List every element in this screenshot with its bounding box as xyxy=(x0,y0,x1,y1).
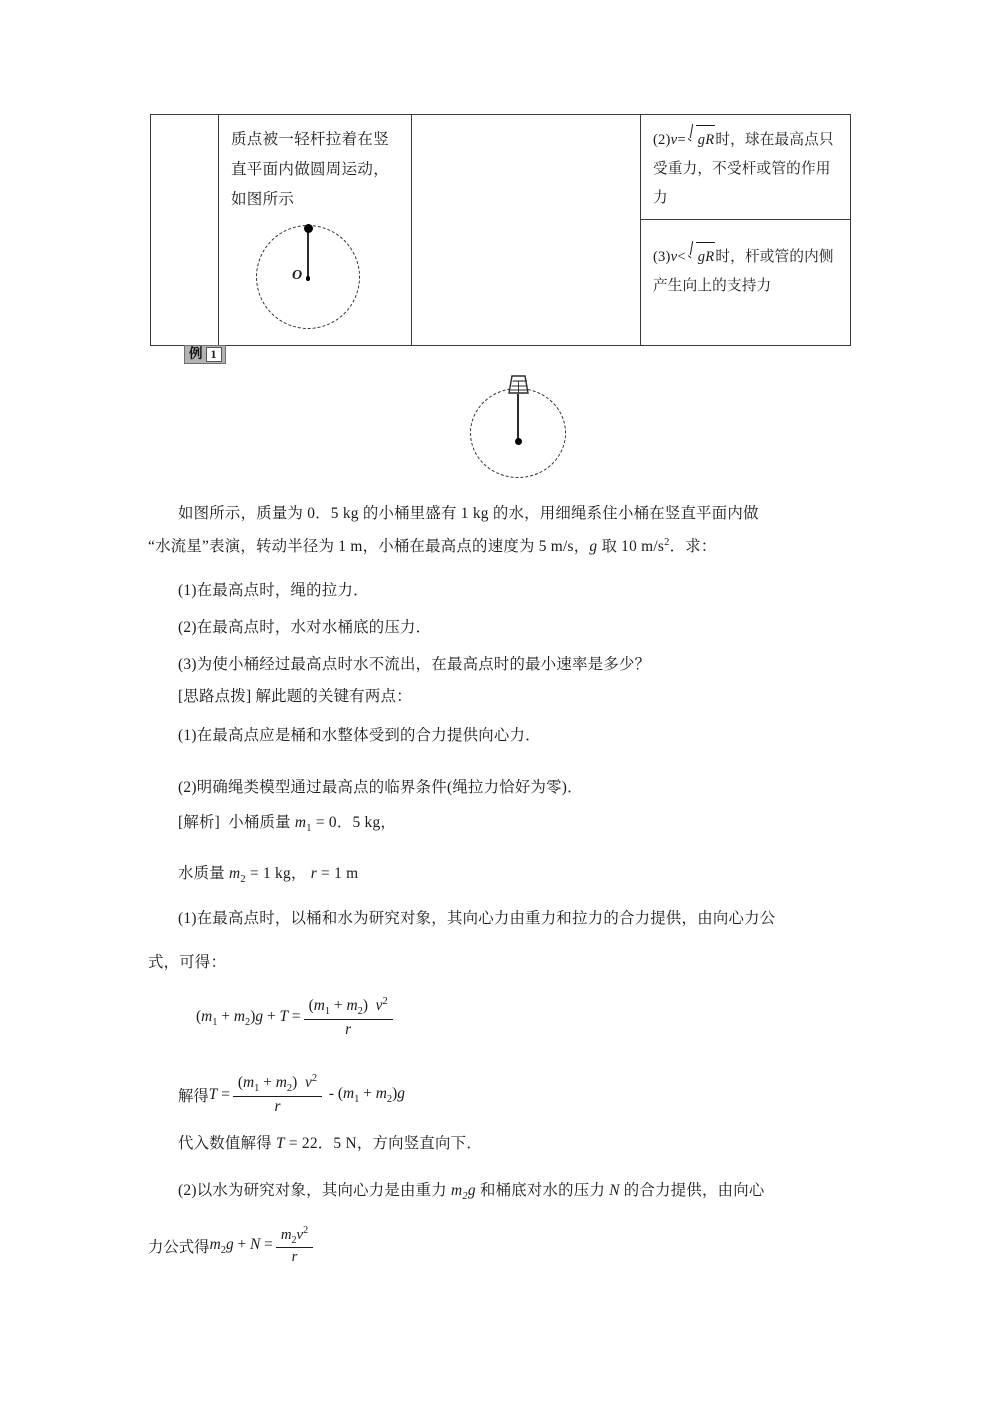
condition2-text: 时，球在最高点只受重力，不受杆或管的作用力 xyxy=(653,132,834,206)
solution-step2-line1 xyxy=(178,1180,765,1204)
condition3-prefix: (3) xyxy=(653,249,671,265)
step2-c: 的合力提供，由向心 xyxy=(619,1182,765,1199)
rod-model-description: 质点被一轻杆拉着在竖直平面内做圆周运动，如图所示 xyxy=(231,131,390,208)
table-cell-empty-middle xyxy=(412,115,641,346)
eq1-numerator: $(m_1 + m_2)$ $v^2$ xyxy=(308,996,388,1018)
hint-heading xyxy=(178,686,412,708)
rope-line xyxy=(517,394,519,442)
problem-line-1: 如图所示，质量为 0．5 kg 的小桶里盛有 1 kg 的水，用细绳系住小桶在竖直平面内做 xyxy=(178,505,759,522)
numeric-value: = 22．5 N，方向竖直向下． xyxy=(284,1135,482,1152)
gravity-symbol: g xyxy=(589,538,598,556)
table-cell-condition-3 xyxy=(641,220,851,346)
hint-item-2: (2)明确绳类模型通过最高点的临界条件(绳拉力恰好为零)． xyxy=(178,779,583,796)
solution-mass-water-line xyxy=(178,863,358,887)
condition3-variable: v xyxy=(670,249,678,265)
sqrt-icon xyxy=(687,125,716,155)
problem-item-3: (3)为使小桶经过最高点时水不流出，在最高点时的最小速率是多少？ xyxy=(178,656,651,673)
radius-value: = 1 m xyxy=(316,865,359,882)
eq1-fraction xyxy=(304,996,393,1040)
particle-dot xyxy=(304,224,313,233)
problem-line2-part-a: “水流星”表演，转动半径为 1 m，小桶在最高点的速度为 5 m/s， xyxy=(148,538,590,556)
problem-item-1: (1)在最高点时，绳的拉力． xyxy=(178,582,369,599)
eq1-denominator: r xyxy=(304,1019,393,1039)
solution-mass-water-pre: 水质量 xyxy=(178,865,230,882)
rod-line xyxy=(307,229,309,278)
step2-b: 和桶底对水的压力 xyxy=(475,1182,610,1199)
solution-step1-line2: 式，可得： xyxy=(148,954,227,971)
eq2-numerator: $(m_1 + m_2)$ $v^2$ xyxy=(237,1073,318,1095)
equation-1 xyxy=(196,996,396,1040)
example-badge xyxy=(184,345,226,364)
vertical-circle-rod-diagram xyxy=(231,221,403,339)
equation-3 xyxy=(148,1225,316,1267)
eq3-lhs: $m_2g + N$ = xyxy=(209,1236,273,1257)
eq1-lhs: $(m_1 + m_2)g + T$ = xyxy=(196,1007,301,1028)
eq2-fraction xyxy=(233,1073,322,1117)
step2-a: (2)以水为研究对象，其向心力是由重力 xyxy=(178,1182,452,1199)
table-cell-description xyxy=(219,115,412,346)
solution-heading xyxy=(178,812,396,836)
condition2-variable: v xyxy=(670,132,678,148)
sqrt-icon xyxy=(687,242,716,272)
condition3-relation: < xyxy=(677,249,686,265)
center-label-o: O xyxy=(292,268,303,283)
solution-label: [解析] xyxy=(178,814,221,831)
mass-symbol-m1: m xyxy=(294,814,307,831)
problem-line2-part-b: 取 10 m/s xyxy=(597,538,665,556)
mass-subscript-1: 1 xyxy=(306,823,312,835)
mass-symbol-m2: m xyxy=(229,865,241,882)
hint-label: [思路点拨] xyxy=(178,688,252,705)
solution-numeric-result xyxy=(178,1133,482,1155)
condition3-text: 时，杆或管的内侧产生向上的支持力 xyxy=(653,249,834,294)
eq2-prefix: 解得 xyxy=(178,1087,209,1105)
table-cell-condition-2 xyxy=(641,115,851,220)
numeric-prefix: 代入数值解得 xyxy=(178,1135,276,1152)
eq2-lhs: T xyxy=(208,1085,218,1103)
equation-2: 解得 T = $\frac{(m_1 + m_2) v^2}{r}$ - $(m_1 + m_2)g$ xyxy=(178,1073,405,1116)
eq2-denominator: r xyxy=(233,1096,322,1116)
eq3-fraction xyxy=(276,1225,313,1267)
mass-water-value: = 1 kg， xyxy=(245,865,307,882)
example-badge-number: 1 xyxy=(206,347,222,362)
eq3-prefix: 力公式得 xyxy=(148,1239,210,1257)
problem-line-2 xyxy=(148,535,717,558)
radius-symbol: r xyxy=(310,865,317,882)
eq2-tail: - $(m_1 + m_2)g$ xyxy=(325,1084,405,1105)
condition2-prefix: (2) xyxy=(653,132,671,148)
weight-symbol-m2g: $m_2g$ xyxy=(451,1182,476,1203)
problem-item-2: (2)在最高点时，水对水桶底的压力． xyxy=(178,619,432,636)
concept-comparison-table xyxy=(150,114,851,346)
problem-line2-superscript: 2 xyxy=(664,537,670,548)
table-row xyxy=(151,115,851,220)
solution-step1-line1: (1)在最高点时，以桶和水为研究对象，其向心力由重力和拉力的合力提供，由向心力公 xyxy=(178,910,776,927)
problem-line2-part-c: ．求： xyxy=(669,538,717,556)
bucket-water-star-diagram xyxy=(460,372,590,484)
mass-subscript-2: 2 xyxy=(240,874,246,886)
normal-force-symbol: N xyxy=(609,1182,620,1199)
bucket-icon xyxy=(505,374,532,395)
solution-mass-bucket-pre: 小桶质量 xyxy=(228,814,295,831)
eq3-numerator: $m_2v^2$ xyxy=(280,1225,309,1246)
condition2-radicand: gR xyxy=(696,125,716,155)
condition2-relation: = xyxy=(677,132,686,148)
center-dot xyxy=(306,276,311,281)
example-badge-char: 例 xyxy=(189,346,203,362)
condition3-radicand: gR xyxy=(696,242,716,272)
hint-item-1: (1)在最高点应是桶和水整体受到的合力提供向心力． xyxy=(178,727,541,744)
eq3-denominator: r xyxy=(276,1247,313,1267)
table-cell-label-column xyxy=(151,115,219,346)
mass-bucket-value: = 0．5 kg， xyxy=(311,814,397,831)
tension-symbol: T xyxy=(275,1135,285,1152)
hint-lead: 解此题的关键有两点： xyxy=(255,688,412,705)
center-dot xyxy=(515,438,522,445)
